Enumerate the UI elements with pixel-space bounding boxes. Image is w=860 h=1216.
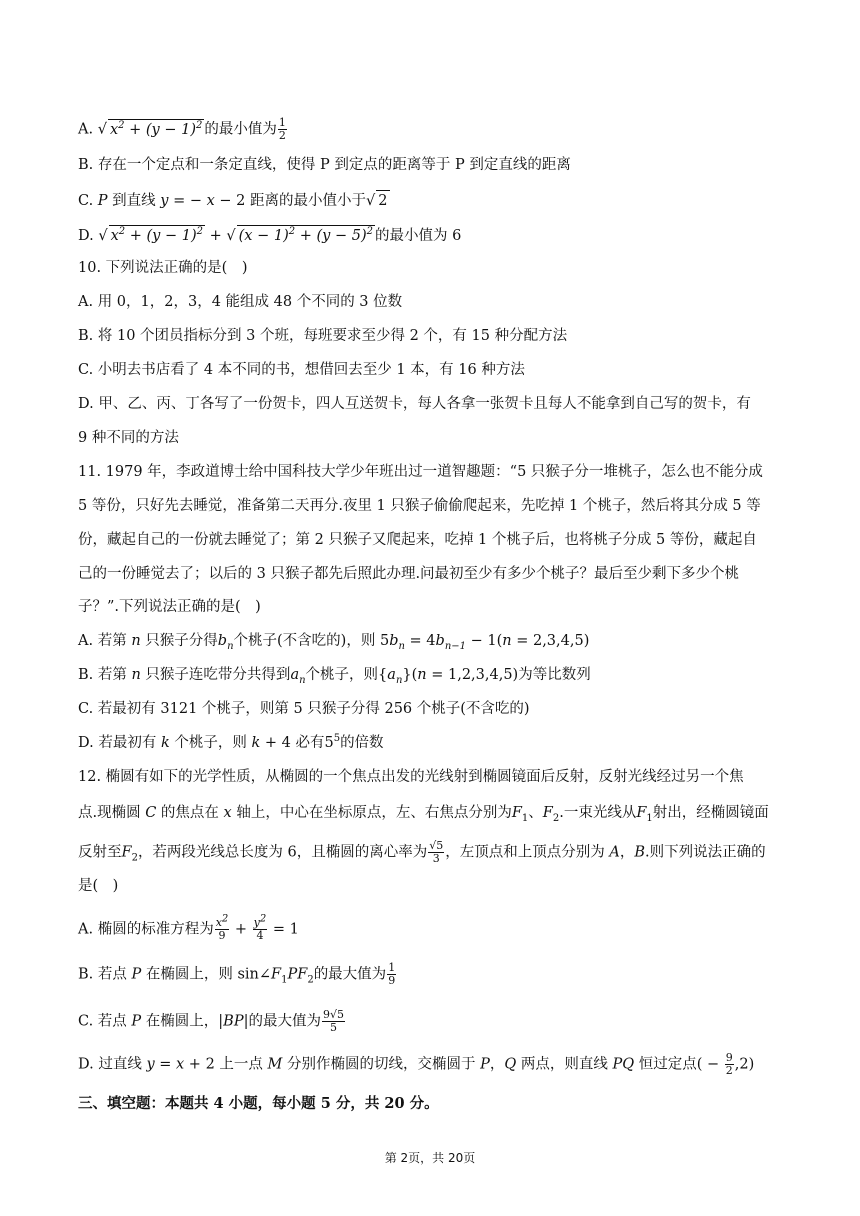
q12-option-a: A. 椭圆的标准方程为 $\frac{x^2}{9}$ + $\frac{y^2}{4}$ = 1 <box>78 913 299 942</box>
q11-option-d: D. 若最初有 k 个桃子，则 k + 4 必有$5^5$的倍数 <box>78 733 384 751</box>
q12-stem-line2: 点.现椭圆 C 的焦点在 x 轴上，中心在坐标原点，左、右焦点分别为$F_1$、$F_2$.一束光线从$F_1$射出，经椭圆镜面 <box>78 805 769 824</box>
q9-option-d: D. √ $x^2 + (y - 1)^2$ + √ $(x - 1)^2 + (y - 5)^2$ 的最小值为 6 <box>78 226 462 244</box>
q12-stem-line3: 反射至$F_2$，若两段光线总长度为 6，且椭圆的离心率为 $\frac{√5}{3}$ ，左顶点和上顶点分别为 A，B.则下列说法正确的 <box>78 839 766 865</box>
q11-stem-line2: 5 等份，只好先去睡觉，准备第二天再分.夜里 1 只猴子偷偷爬起来，先吃掉 1 个桃子，然后将其分成 5 等 <box>78 498 761 514</box>
q10-option-d-line1: D. 甲、乙、丙、丁各写了一份贺卡，四人互送贺卡，每人各拿一张贺卡且每人不能拿到自己写的贺卡，有 <box>78 396 751 412</box>
option-text: 的最小值为 <box>204 121 277 138</box>
q12-option-c: C. 若点 P 在椭圆上，|BP|的最大值为 $\frac{9√5}{5}$ <box>78 1008 344 1034</box>
q10-option-a: A. 用 0，1，2，3，4 能组成 48 个不同的 3 位数 <box>78 294 403 310</box>
q11-stem-line5: 子？”.下列说法正确的是( ) <box>78 599 261 615</box>
q12-option-b: B. 若点 P 在椭圆上，则 $\sin\angle F_1PF_2$的最大值为 $\frac{1}{9}$ <box>78 961 396 987</box>
q9-option-b: B. 存在一个定点和一条定直线，使得 P 到定点的距离等于 P 到定直线的距离 <box>78 157 571 173</box>
q10-option-d-line2: 9 种不同的方法 <box>78 430 179 446</box>
q10-option-c: C. 小明去书店看了 4 本不同的书，想借回去至少 1 本，有 16 种方法 <box>78 362 525 378</box>
q11-option-c: C. 若最初有 3121 个桃子，则第 5 只猴子分得 256 个桃子(不含吃的) <box>78 701 530 717</box>
page-footer: 第 2页，共 20页 <box>384 1151 476 1165</box>
q9-option-c: C. P 到直线 y = − x − 2 距离的最小值小于√ 2 <box>78 190 782 211</box>
q11-option-b: B. 若第 n 只猴子连吃带分共得到$a_n$个桃子，则$\{a_n\}(n = 1,2,3,4,5)$为等比数列 <box>78 667 591 686</box>
q10-option-b: B. 将 10 个团员指标分到 3 个班，每班要求至少得 2 个，有 15 种分配方法 <box>78 328 568 344</box>
option-label: A. <box>78 121 94 138</box>
q11-stem-line3: 份，藏起自己的一份就去睡觉了；第 2 只猴子又爬起来，吃掉 1 个桃子后，也将桃子分成 5 等份，藏起自 <box>78 532 757 548</box>
q9-option-a: A. √ $x^2 + (y - 1)^2$ 的最小值为 $\frac{1}{2}$ <box>78 116 286 142</box>
q11-stem-line4: 己的一份睡觉去了；以后的 3 只猴子都先后照此办理.问最初至少有多少个桃子？最后至少剩下多少个桃 <box>78 566 740 582</box>
q12-option-d: D. 过直线 y = x + 2 上一点 M 分别作椭圆的切线，交椭圆于 P，Q 两点，则直线 PQ 恒过定点( − $\frac{9}{2}$ ,2) <box>78 1051 755 1077</box>
q10-stem: 10. 下列说法正确的是( ) <box>78 260 248 276</box>
q11-option-a: A. 若第 n 只猴子分得$b_n$个桃子(不含吃的)，则 $5b_n = 4b_{n-1} - 1(n = 2,3,4,5)$ <box>78 633 590 652</box>
q11-stem-line1: 11. 1979 年，李政道博士给中国科技大学少年班出过一道智趣题：“5 只猴子分一堆桃子，怎么也不能分成 <box>78 464 763 480</box>
section-heading-fill-in: 三、填空题：本题共 4 小题，每小题 5 分，共 20 分。 <box>78 1095 439 1112</box>
q12-stem-line1: 12. 椭圆有如下的光学性质，从椭圆的一个焦点出发的光线射到椭圆镜面后反射，反射光线经过另一个焦 <box>78 769 744 785</box>
q12-stem-line4: 是( ) <box>78 878 119 894</box>
